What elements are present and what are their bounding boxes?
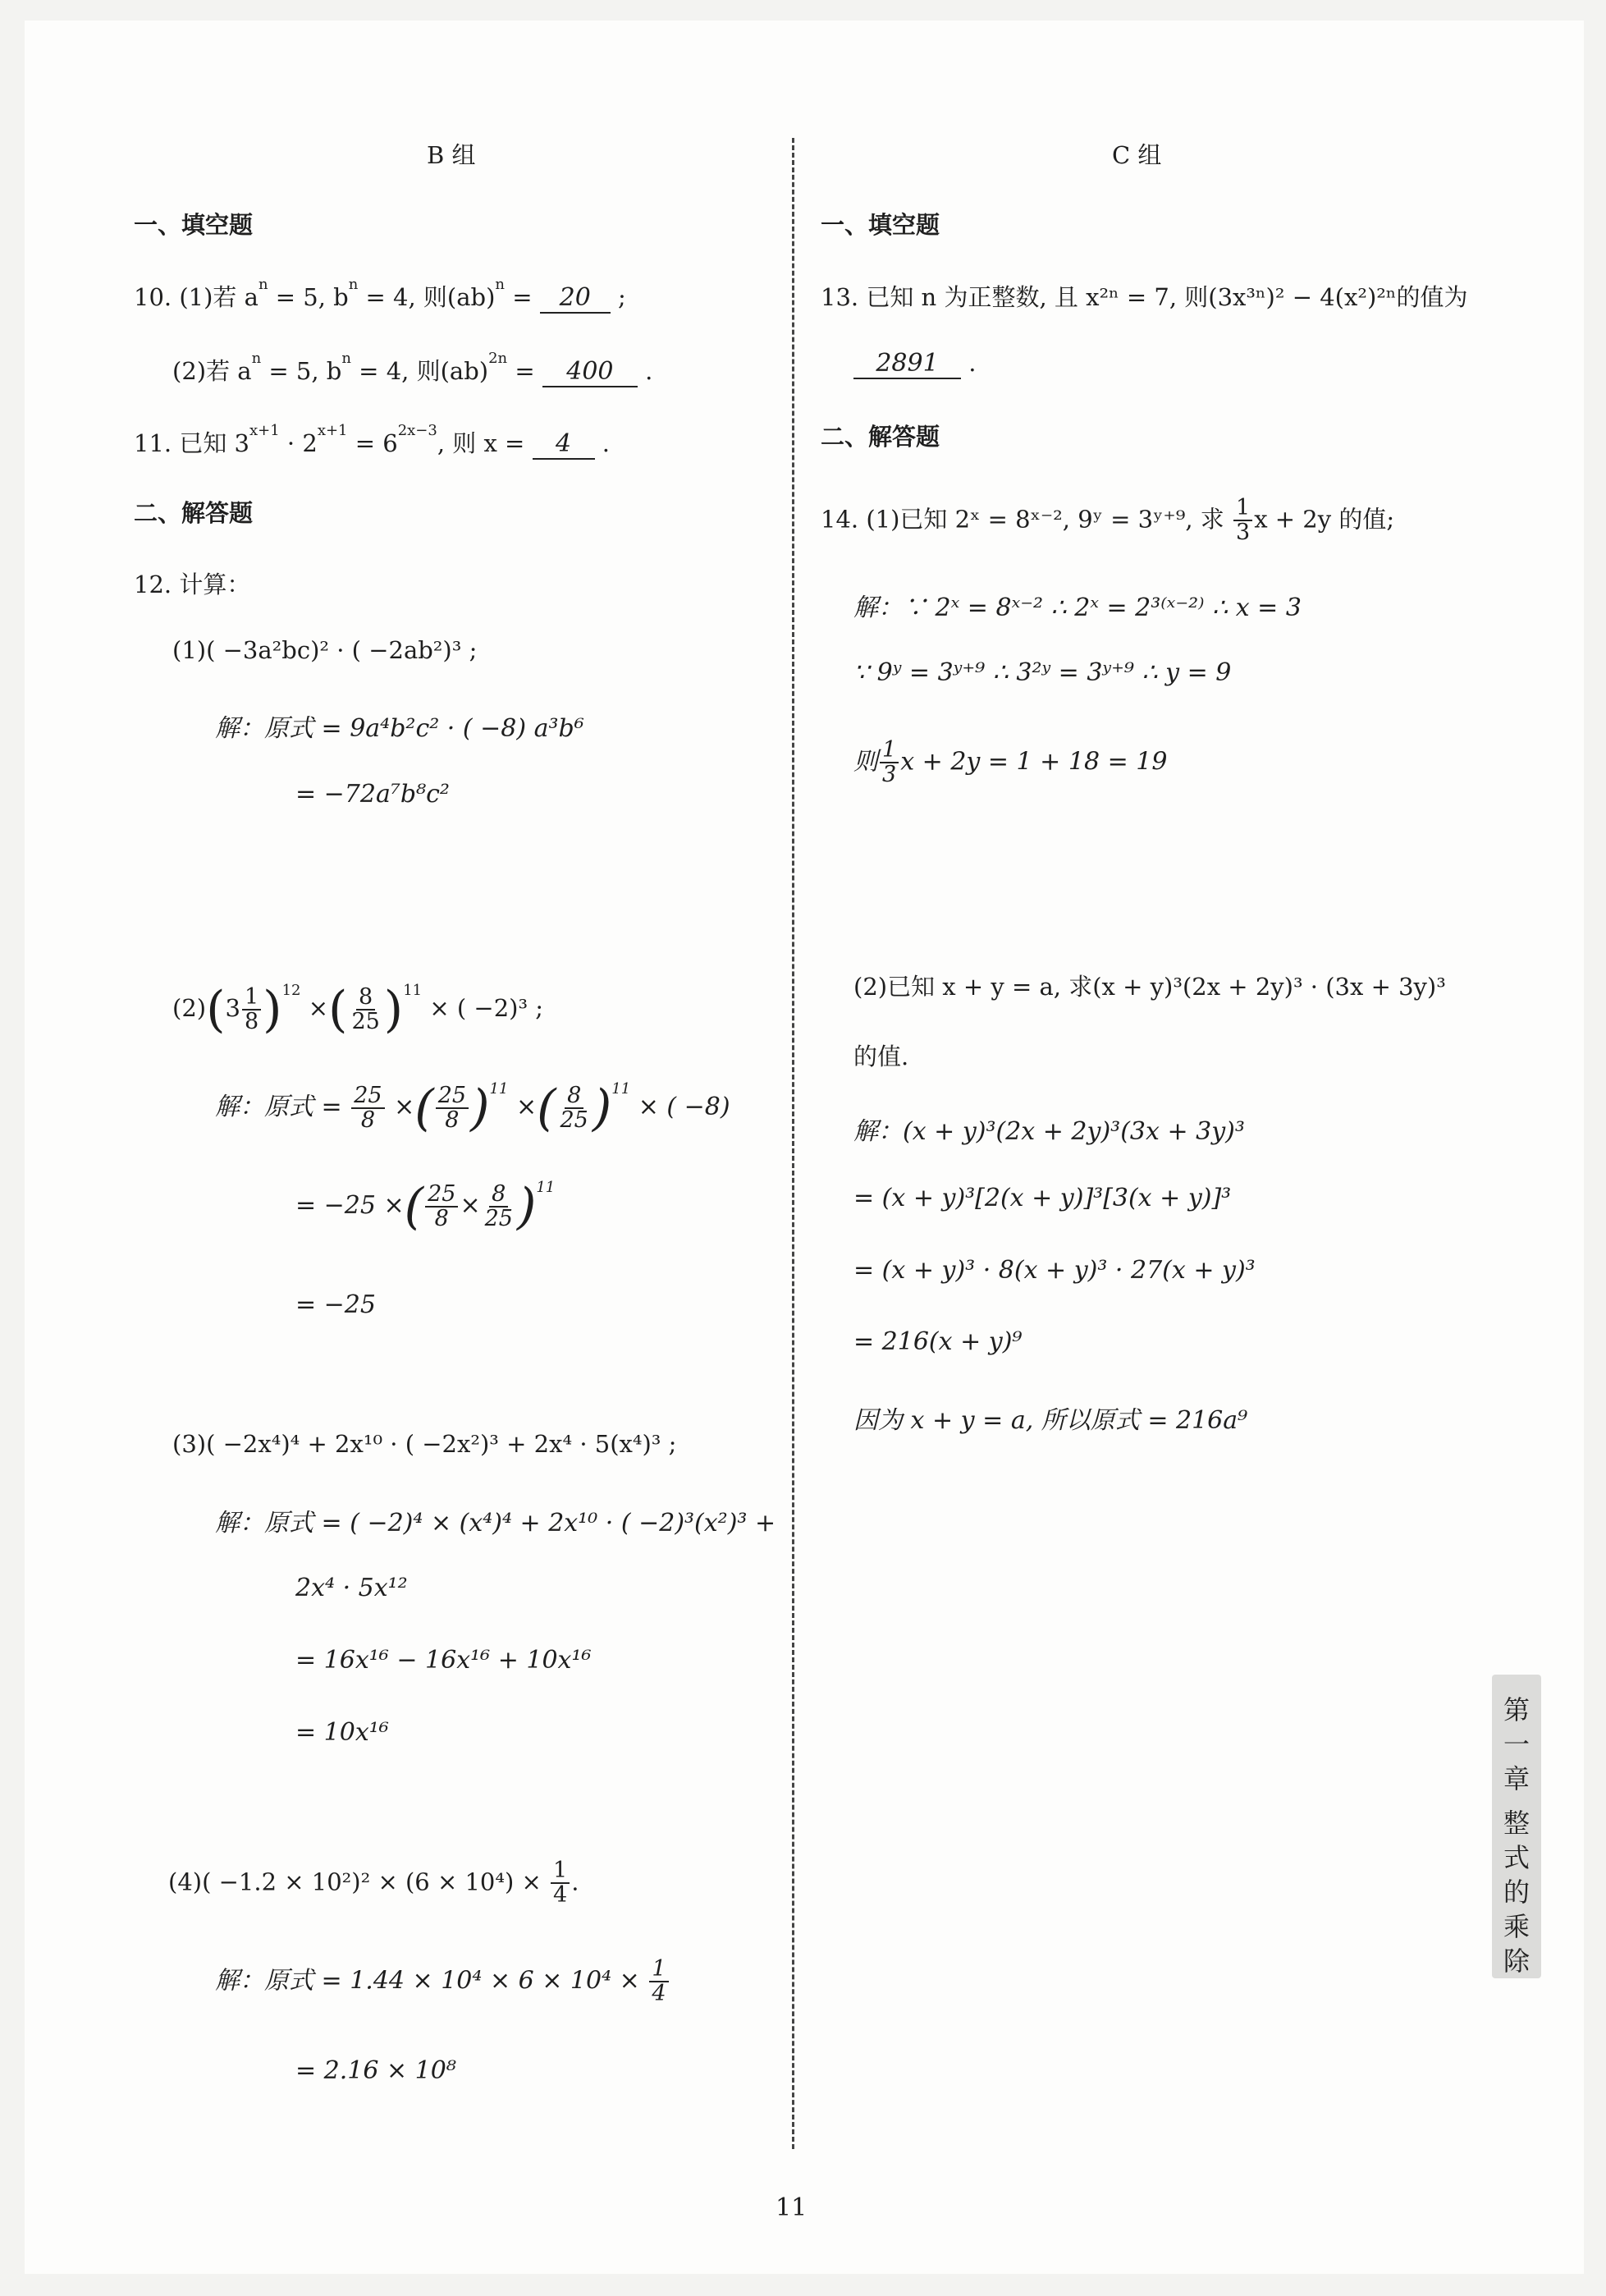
section-fill-blank-left: 一、填空题	[134, 211, 254, 239]
problem-12-2: (2)(3 $\frac{1}{8}$ )$^{12}$ ×( $\frac{8}{25}$ )$^{11}$ × ( −2)³ ;	[172, 981, 544, 1038]
solution-12-3-line2: 2x⁴ · 5x¹²	[295, 1574, 408, 1602]
column-divider	[792, 138, 794, 2149]
solution-12-2-line3: = −25	[295, 1290, 376, 1319]
tab-char: 除	[1503, 1945, 1530, 1977]
section-answer-right: 二、解答题	[821, 423, 940, 451]
question-13: 13. 已知 n 为正整数, 且 x²ⁿ = 7, 则(3x³ⁿ)² − 4(x²)²ⁿ的值为	[821, 283, 1468, 311]
question-14-1: 14. (1)已知 2ˣ = 8ˣ⁻², 9ʸ = 3ʸ⁺⁹, 求 $\frac{1}{3}$ x + 2y 的值;	[821, 495, 1395, 546]
solution-12-1-line2: = −72a⁷b⁸c²	[295, 780, 450, 809]
group-b-title: B 组	[427, 141, 476, 169]
tab-char: 一	[1503, 1729, 1530, 1760]
solution-14-2-line1: 解：(x + y)³(2x + 2y)³(3x + 3y)³	[853, 1117, 1245, 1146]
solution-14-1-line1: 解：∵ 2ˣ = 8ˣ⁻² ∴ 2ˣ = 2³⁽ˣ⁻²⁾ ∴ x = 3	[853, 593, 1302, 622]
question-12: 12. 计算：	[134, 571, 251, 598]
solution-14-1-line2: ∵ 9ʸ = 3ʸ⁺⁹ ∴ 3²ʸ = 3ʸ⁺⁹ ∴ y = 9	[853, 658, 1232, 687]
tab-char: 的	[1503, 1877, 1530, 1908]
question-13-answer-line: 2891 .	[853, 349, 976, 379]
solution-12-3-line4: = 10x¹⁶	[295, 1718, 389, 1747]
solution-12-3-line3: = 16x¹⁶ − 16x¹⁶ + 10x¹⁶	[295, 1646, 592, 1675]
solution-14-2-line5: 因为 x + y = a, 所以原式 = 216a⁹	[853, 1406, 1248, 1435]
problem-12-4: (4)( −1.2 × 10²)² × (6 × 10⁴) × $\frac{1}{4}$ .	[168, 1858, 579, 1909]
page-number: 11	[776, 2193, 808, 2222]
solution-14-2-line4: = 216(x + y)⁹	[853, 1327, 1023, 1356]
solution-12-2-line1: 解：原式 = $\frac{25}{8}$ ×( $\frac{25}{8}$ )$^{11}$ ×( $\frac{8}{25}$ )$^{11}$ × ( −8)	[215, 1079, 730, 1137]
question-10-1: 10. (1)若 $a^n = 5$, $b^n = 4$, 则(ab)$^n$ = 20 ;	[134, 276, 626, 312]
tab-char: 章	[1503, 1763, 1530, 1794]
question-14-2-line2: 的值.	[853, 1043, 909, 1070]
section-answer-left: 二、解答题	[134, 499, 254, 527]
solution-14-1-line3: 则 $\frac{1}{3}$ x + 2y = 1 + 18 = 19	[853, 737, 1168, 788]
question-10-2: (2)若 $a^n = 5$, $b^n = 4$, 则(ab)$^{2n}$ = 400 .	[172, 350, 653, 386]
solution-14-2-line2: = (x + y)³[2(x + y)]³[3(x + y)]³	[853, 1184, 1232, 1212]
tab-char: 第	[1503, 1694, 1530, 1725]
tab-char: 式	[1503, 1842, 1530, 1873]
answer-10-2: 400	[542, 357, 638, 387]
solution-12-3-line1: 解：原式 = ( −2)⁴ × (x⁴)⁴ + 2x¹⁰ · ( −2)³(x²)³ +	[215, 1509, 776, 1538]
tab-char: 整	[1503, 1808, 1530, 1839]
answer-10-1: 20	[540, 283, 611, 314]
solution-14-2-line3: = (x + y)³ · 8(x + y)³ · 27(x + y)³	[853, 1256, 1256, 1285]
section-fill-blank-right: 一、填空题	[821, 211, 940, 239]
problem-12-1: (1)( −3a²bc)² · ( −2ab²)³ ;	[172, 636, 478, 664]
chapter-side-tab	[1492, 1675, 1541, 1978]
solution-12-1-line1: 解：原式 = 9a⁴b²c² · ( −8) a³b⁶	[215, 714, 584, 743]
solution-12-4-line2: = 2.16 × 10⁸	[295, 2056, 456, 2085]
tab-char: 乘	[1503, 1911, 1530, 1942]
solution-12-2-line2: = −25 ×( $\frac{25}{8}$ × $\frac{8}{25}$ )$^{11}$	[295, 1178, 556, 1235]
question-14-2-line1: (2)已知 x + y = a, 求(x + y)³(2x + 2y)³ · (3x + 3y)³	[853, 973, 1446, 1001]
answer-11: 4	[533, 429, 595, 460]
problem-12-3: (3)( −2x⁴)⁴ + 2x¹⁰ · ( −2x²)³ + 2x⁴ · 5(x⁴)³ ;	[172, 1430, 677, 1458]
group-c-title: C 组	[1112, 141, 1162, 169]
question-11: 11. 已知 $3^{x+1} \cdot 2^{x+1} = 6^{2x-3}$, 则 x = 4 .	[134, 422, 611, 458]
answer-13: 2891	[853, 349, 961, 379]
solution-12-4-line1: 解：原式 = 1.44 × 10⁴ × 6 × 10⁴ × $\frac{1}{4}$	[215, 1958, 670, 2006]
